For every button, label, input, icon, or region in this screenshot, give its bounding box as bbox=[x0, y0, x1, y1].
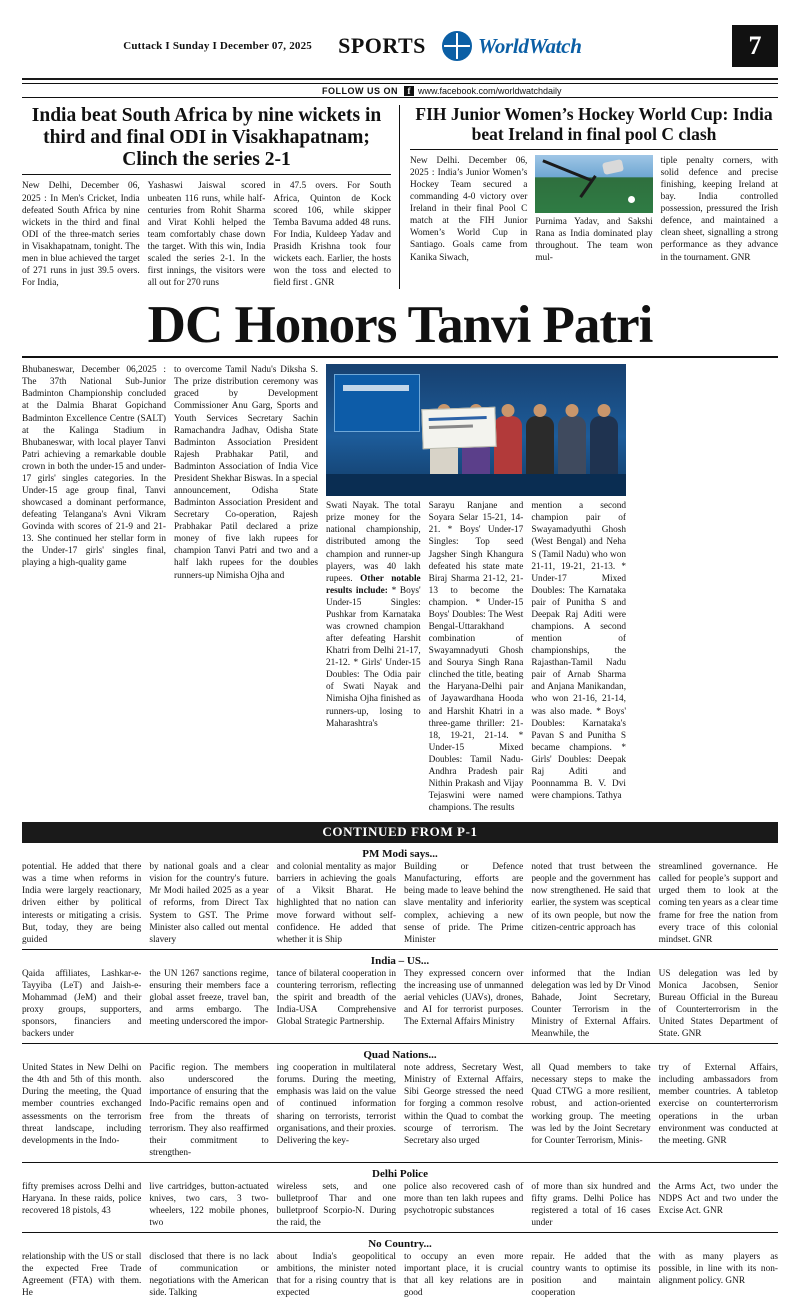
brand-text bbox=[478, 34, 582, 59]
photo-person-3 bbox=[494, 416, 522, 478]
continued-section-pm-modi bbox=[22, 847, 778, 946]
continued-section-india-us bbox=[22, 954, 778, 1040]
india-us-col-2: the UN 1267 sanctions regime, ensuring their members face a global asset freeze, travel ban, and arms embargo. The meeting underscored the impor- bbox=[149, 968, 269, 1028]
india-us-col-4: They expressed concern over the increasing use of unmanned aerial vehicles (UAVs), drones, and AI for terrorist purposes. The External Affairs Ministry bbox=[403, 968, 524, 1028]
photo-head-3 bbox=[502, 404, 515, 417]
continued-sections bbox=[22, 847, 778, 1299]
story-hockey-col-2 bbox=[535, 155, 652, 264]
main-col-3 bbox=[326, 364, 626, 814]
world-watch-logo bbox=[442, 31, 582, 61]
main-col-2: to overcome Tamil Nadu's Diksha S. The prize distribution ceremony was graced by Development Commissioner Anu Garg, Sports and Youth Services Secretary Sachin Ramachandra Jadhav, Odisha State Badminton Association President Rajesh Prabhakar Patil, and Badminton Association of India Vice President Shekhar Biswas. In a special announcement, Odisha State Badminton Association President and Secretary Co-operation, Rajesh Prabhakar Patil declared a prize money of five lakh rupees for champion Tanvi Patri and two and a half lakh rupees for the doubles runners-up Nimisha Ojha and bbox=[174, 365, 318, 581]
photo-person-4 bbox=[526, 416, 554, 478]
facebook-icon: f bbox=[404, 86, 414, 96]
quad-col-5: all Quad members to take necessary steps to make the Quad CTWG a more resilient, robust, and action-oriented working group. The meeting was led by the Joint Secretary for Counter Terrorism, Minis- bbox=[531, 1063, 651, 1146]
main-col-3b-text: * Boys' Under-15 Singles: Pushkar from Karnataka was crowned champion after defeating Harshit Khatri from Delhi 21-17, 21-12. * Girls' Under-15 Doubles: The Odia pair of Swati Nayak and Nimisha Ojha finished as runners-up, losing to Maharashtra's bbox=[326, 585, 421, 729]
no-country-col-3: about India's geopolitical ambitions, the minister noted that for a rising country that is expected bbox=[276, 1252, 396, 1299]
pm-modi-col-6: streamlined governance. He called for people’s support and urged them to look at the coming ten years as a clear time frame for free the nation from every trace of this colonial mindset. GNR bbox=[658, 862, 778, 945]
story-cricket bbox=[22, 105, 400, 289]
quad-col-3: ing cooperation in multilateral forums. During the meeting, emphasis was laid on the value of continued information sharing on terrorists, terrorist organisations, and their proxies. Delivering the key- bbox=[276, 1063, 396, 1146]
story-cricket-col-3: in 47.5 overs. For South Africa, Quinton de Kock scored 106, while skipper Temba Bavuma added 48 runs. For India, Kuldeep Yadav and Prasidh Krishna took four wickets each. Earlier, the hosts won the toss and elected to field first . GNR bbox=[273, 181, 392, 289]
pm-modi-col-2: by national goals and a clear vision for the country's future. Mr Modi hailed 2025 as a year of reforms, from Direct Tax System to GST. The Prime Minister also called out mental slavery bbox=[149, 862, 269, 945]
story-hockey-col-1: New Delhi. December 06, 2025 : India’s Junior Women’s Hockey Team secured a commanding 4-0 victory over Ireland in their final Pool C match at the FIH Junior Women’s World Cup in Santiago. Goals came from Kanika Siwach, bbox=[410, 155, 528, 263]
main-headline: DC Honors Tanvi Patri bbox=[22, 299, 778, 358]
no-country-col-1: relationship with the US or stall the expected Free Trade Agreement (FTA) with them. He bbox=[22, 1252, 142, 1299]
delhi-police-col-4: police also recovered cash of more than ten lakh rupees and psychotropic substances bbox=[403, 1181, 524, 1217]
follow-us-bar bbox=[22, 83, 778, 98]
hockey-shoe-shape bbox=[602, 159, 624, 175]
delhi-police-col-3: wireless sets, and one bulletproof Thar and one bulletproof Scorpio-N. During the raid, the bbox=[276, 1181, 396, 1229]
quad-col-2: Pacific region. The members also underscored the importance of ensuring that the Indo-Pacific remains open and free from the threats of terrorism. They also reaffirmed their commitment to strengthen- bbox=[149, 1063, 269, 1158]
main-article bbox=[22, 364, 778, 814]
continued-title-delhi-police: Delhi Police bbox=[372, 1167, 428, 1180]
story-hockey-headline: FIH Junior Women’s Hockey World Cup: India beat Ireland in final pool C clash bbox=[410, 105, 778, 150]
no-country-col-5: repair. He added that the country wants to optimise its position and maintain cooperation bbox=[531, 1252, 651, 1299]
masthead bbox=[22, 18, 778, 80]
continued-title-no-country: No Country... bbox=[368, 1238, 432, 1251]
page-number: 7 bbox=[732, 25, 778, 67]
story-cricket-columns bbox=[22, 180, 391, 289]
continued-cols-delhi-police bbox=[22, 1181, 778, 1229]
continued-title-india-us: India – US... bbox=[370, 954, 430, 967]
india-us-col-6: US delegation was led by Monica Jacobsen, Senior Bureau Official in the Bureau of Counterterrorism in the United States Department of State. GNR bbox=[658, 968, 778, 1040]
photo-person-5 bbox=[558, 416, 586, 478]
main-col-3a bbox=[326, 500, 421, 814]
no-country-col-4: to occupy an even more important place, it is crucial that all key relations are in good bbox=[403, 1252, 524, 1299]
continued-from-bar: CONTINUED FROM P-1 bbox=[22, 822, 778, 843]
story-hockey-col-3: tiple penalty corners, with solid defence and precise finishing, keeping Ireland at bay. India controlled possession, pressured the Irish defence, and maintained a clean sheet, signalling a strong performance as they advance in the tournament. GNR bbox=[660, 155, 778, 263]
photo-banner bbox=[334, 374, 420, 432]
india-us-col-3: tance of bilateral cooperation in countering terrorism, reflecting the spirit and breadth of the India-USA Comprehensive Global Strategic Partnership. bbox=[276, 968, 396, 1028]
main-col-4: Sarayu Ranjane and Soyara Selar 15-21, 14-21. * Boys' Under-17 Singles: Top seed Jagsher Singh Khangura defeated his state mate Biraj Sharma 21-12, 21-13 to become the champion. * Under-15 Boys' Doubles: The West Bengal-Uttarakhand combination of Swayamnadyuti Ghosh and Sourya Singh Rana clinched the title, beating the Haryana-Delhi pair of Jayawardhana Hooda and Harshit Khatri in a three-game thriller: 21-18, 19-21, 21-14. * Under-15 Mixed Doubles: Tamil Nadu-Andhra Pradesh pair Nithin Prakash and Vijay Tejaswini were named champions. The results bbox=[428, 501, 524, 814]
photo-stage-table bbox=[326, 474, 626, 496]
dateline: Cuttack I Sunday I December 07, 2025 bbox=[123, 40, 312, 52]
india-us-col-1: Qaida affiliates, Lashkar-e-Tayyiba (LeT) and Jaish-e-Mohammad (JeM) and their proxy groups, supporters, sponsors, financiers and backers under bbox=[22, 968, 142, 1040]
hockey-stick-shape bbox=[543, 159, 592, 181]
divider-3 bbox=[22, 1162, 778, 1163]
delhi-police-col-1: fifty premises across Delhi and Haryana. In these raids, police recovered 18 pistols, 43 bbox=[22, 1181, 142, 1217]
india-us-col-5: informed that the Indian delegation was led by Dr Vinod Bahade, Joint Secretary, Counter Terrorism in the Ministry of External Affairs. Meanwhile, the bbox=[531, 968, 651, 1040]
main-col-1: Bhubaneswar, December 06,2025 : The 37th National Sub-Junior Badminton Championship concluded at the Dalmia Bharat Gopichand Badminton Excellence Centre (SALT) at the Kalinga Stadium in Bhubaneswar, with local player Tanvi Patri achieving a remarkable double crown in both the under-15 and under-17 girls' singles categories. In the Under-15 age group final, Tanvi showcased a dominant performance, defeating Telangana's Avni Vikram Govinda with scores of 21-9 and 21-13. She continued her stellar form in the Under-17 girls' singles final, playing a high-quality game bbox=[22, 365, 166, 569]
facebook-url[interactable]: www.facebook.com/worldwatchdaily bbox=[418, 85, 562, 96]
delhi-police-col-5: of more than six hundred and fifty grams. Delhi Police has registered a total of 16 cases under bbox=[531, 1181, 651, 1229]
divider-1 bbox=[22, 949, 778, 950]
continued-title-quad: Quad Nations... bbox=[363, 1049, 437, 1062]
no-country-col-6: with as many players as possible, in line with its non-alignment policy. GNR bbox=[658, 1252, 778, 1287]
story-cricket-col-1: New Delhi, December 06, 2025 : In Men's Cricket, India defeated South Africa by nine wickets in the third and final ODI of the three-match series in Visakhapatnam, tonight. The men in blue achieved the target of 271 runs in just 39.5 overs. For India, bbox=[22, 181, 140, 289]
delhi-police-col-2: live cartridges, button-actuated knives, two cars, 3 two-wheelers, 122 mobile phones, two bbox=[149, 1181, 269, 1229]
globe-icon bbox=[442, 31, 472, 61]
follow-us-label: FOLLOW US ON bbox=[322, 85, 398, 96]
main-col-3a-text: Swati Nayak. The total prize money for the national championship, distributed among the champion and runner-up players, was 40 lakh rupees. bbox=[326, 501, 421, 584]
brand-area bbox=[442, 25, 778, 67]
continued-cols-quad bbox=[22, 1062, 778, 1159]
continued-section-no-country bbox=[22, 1237, 778, 1299]
delhi-police-col-6: the Arms Act, two under the NDPS Act and two under the Excise Act. GNR bbox=[658, 1181, 778, 1217]
continued-cols-india-us bbox=[22, 968, 778, 1040]
photo-certificate bbox=[421, 407, 496, 450]
quad-col-1: United States in New Delhi on the 4th and 5th of this month. During the meeting, the Quad member countries exchanged assessments on the terrorism threat landscape, including developments in the Indo- bbox=[22, 1063, 142, 1146]
quad-col-4: note address, Secretary West, Ministry of External Affairs, Sibi George stressed the need for forging a common resolve within the Quad to combat the scourge of terrorism. The Secretary also urged bbox=[403, 1063, 524, 1146]
photo-person-6 bbox=[590, 416, 618, 478]
brand-word-one: World bbox=[478, 33, 529, 58]
quad-col-6: try of External Affairs, including ambassadors from member countries. A tabletop exercise on counterterrorism operations in the urban environment was conducted at the meeting. GNR bbox=[658, 1063, 778, 1146]
section-title-text: SPORTS bbox=[338, 33, 426, 58]
pm-modi-col-3: and colonial mentality as major barriers in achieving the goals of a Viksit Bharat. He highlighted that no nation can move forward without self-confidence. He added that whether it is Ship bbox=[276, 862, 396, 945]
continued-cols-no-country bbox=[22, 1251, 778, 1299]
pm-modi-col-4: Building or Defence Manufacturing, efforts are being made to leave behind the slave mentality and inferiority complex, achieving a new sense of pride. The Prime Minister bbox=[403, 862, 524, 945]
photo-head-6 bbox=[598, 404, 611, 417]
main-col-3-bold-lead: Other notable results include: bbox=[326, 573, 421, 596]
hockey-photo bbox=[535, 155, 652, 213]
main-col-5: mention a second champion pair of Swayamadyuthi Ghosh (West Bengal) and Neha S (Tamil Nadu) who won 21-11, 19-21, 21-13. * Under-17 Mixed Doubles: The Karnataka pair of Punitha S and Deepak Raj Aditi were champions. A second mention of championships, the Rajasthan-Tamil Nadu pair of Arnab Sharma and Anjana Manikandan, who won 21-16, 21-14, was also made. * Boys' Doubles: Karnataka's Pavan S and Punitha S became champions. * Girls' Doubles: Deepak Raj Aditi and Poonnamma B. V. Dvi were champions. Tathya bbox=[531, 501, 627, 802]
hockey-ball-shape bbox=[628, 196, 635, 203]
continued-section-delhi-police bbox=[22, 1167, 778, 1229]
continued-cols-pm-modi bbox=[22, 861, 778, 946]
continued-section-quad bbox=[22, 1048, 778, 1159]
top-stories bbox=[22, 105, 778, 289]
divider-2 bbox=[22, 1043, 778, 1044]
pm-modi-col-1: potential. He added that there was a time when reforms in India were largely reactionary, driven either by political interests or mitigating a crisis. But, today, they are being guided bbox=[22, 862, 142, 945]
continued-title-pm-modi: PM Modi says... bbox=[362, 848, 438, 861]
story-cricket-col-2: Yashaswi Jaiswal scored unbeaten 116 runs, while half-centuries from Rohit Sharma and Virat Kohli helped the team comfortably chase down the target. With this win, India scaled the series 2-1. In the first innings, the visitors were all out for 270 runs bbox=[147, 181, 266, 289]
photo-head-4 bbox=[534, 404, 547, 417]
story-hockey-columns bbox=[410, 155, 778, 264]
divider-4 bbox=[22, 1232, 778, 1233]
main-col-3-columns bbox=[326, 500, 626, 814]
brand-word-two: Watch bbox=[528, 33, 582, 58]
photo-head-5 bbox=[566, 404, 579, 417]
story-hockey bbox=[400, 105, 778, 289]
section-title bbox=[322, 33, 442, 59]
no-country-col-2: disclosed that there is no lack of communication or negotiations with the American side. Talking bbox=[149, 1252, 269, 1299]
pm-modi-col-5: noted that trust between the people and the government has now strengthened. He said that earlier, the system was sceptical of its own people, but now the citizen-centric approach has bbox=[531, 862, 651, 933]
story-hockey-col-2-text: Purnima Yadav, and Sakshi Rana as India dominated play throughout. The team won mul- bbox=[535, 216, 653, 264]
story-cricket-headline: India beat South Africa by nine wickets in third and final ODI in Visakhapatnam; Clinch the series 2-1 bbox=[22, 105, 391, 175]
award-ceremony-photo bbox=[326, 364, 626, 496]
